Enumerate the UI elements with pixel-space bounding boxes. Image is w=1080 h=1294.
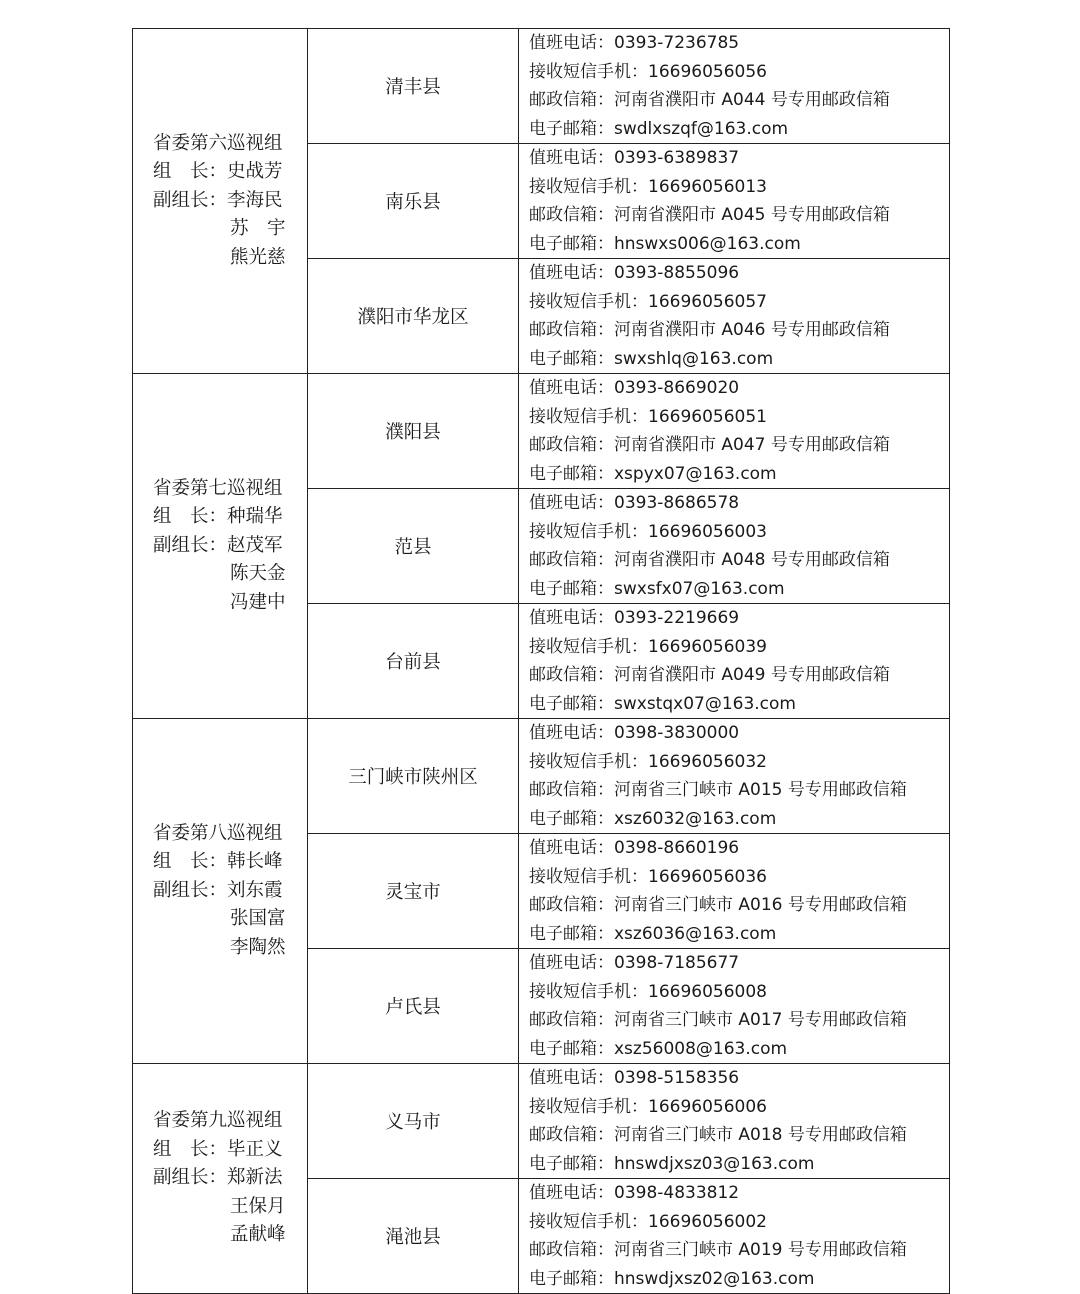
sms-phone: 接收短信手机：16696056057 <box>529 291 767 312</box>
inspection-contact-table <box>132 28 950 1294</box>
group-deputy-leader: 李陶然 <box>230 936 286 958</box>
table-row <box>133 719 950 834</box>
sms-phone: 接收短信手机：16696056051 <box>529 406 767 427</box>
email-address: 电子邮箱：swxshlq@163.com <box>529 348 774 369</box>
duty-phone: 值班电话：0398-8660196 <box>529 838 740 858</box>
email-address: 电子邮箱：hnswdjxsz02@163.com <box>529 1268 815 1289</box>
email-address: 电子邮箱：swdlxszqf@163.com <box>529 118 789 139</box>
group-deputy-leader: 冯建中 <box>230 591 286 613</box>
duty-phone: 值班电话：0398-3830000 <box>529 723 740 743</box>
group-name: 省委第六巡视组 <box>153 132 283 154</box>
email-address: 电子邮箱：swxstqx07@163.com <box>529 693 796 714</box>
inspection-group-cell <box>133 374 308 719</box>
group-leader: 组 长：史战芳 <box>153 161 283 183</box>
table-row <box>133 29 950 144</box>
contact-info-cell <box>519 834 950 949</box>
email-address: 电子邮箱：swxsfx07@163.com <box>529 578 785 599</box>
contact-info-cell <box>519 1179 950 1294</box>
postal-mailbox: 邮政信箱：河南省三门峡市 A017 号专用邮政信箱 <box>529 1010 907 1030</box>
email-address: 电子邮箱：xspyx07@163.com <box>529 463 777 484</box>
county-name: 渑池县 <box>308 1179 519 1294</box>
county-name: 台前县 <box>308 604 519 719</box>
duty-phone: 值班电话：0393-6389837 <box>529 148 740 168</box>
contact-info-cell <box>519 1064 950 1179</box>
duty-phone: 值班电话：0398-5158356 <box>529 1068 740 1088</box>
email-address: 电子邮箱：hnswxs006@163.com <box>529 233 801 254</box>
postal-mailbox: 邮政信箱：河南省三门峡市 A015 号专用邮政信箱 <box>529 780 907 800</box>
group-name: 省委第九巡视组 <box>153 1110 283 1132</box>
county-name: 范县 <box>308 489 519 604</box>
group-deputy-leader: 副组长：郑新法 <box>153 1167 283 1189</box>
county-name: 义马市 <box>308 1064 519 1179</box>
group-deputy-leader: 张国富 <box>230 908 286 930</box>
contact-info-cell <box>519 29 950 144</box>
contact-info-cell <box>519 719 950 834</box>
sms-phone: 接收短信手机：16696056002 <box>529 1211 767 1232</box>
sms-phone: 接收短信手机：16696056006 <box>529 1096 767 1117</box>
sms-phone: 接收短信手机：16696056032 <box>529 751 767 772</box>
duty-phone: 值班电话：0393-8669020 <box>529 378 740 398</box>
inspection-group-cell <box>133 29 308 374</box>
table-row <box>133 374 950 489</box>
postal-mailbox: 邮政信箱：河南省三门峡市 A018 号专用邮政信箱 <box>529 1125 907 1145</box>
group-deputy-leader: 副组长：李海民 <box>153 189 283 211</box>
group-leader: 组 长：韩长峰 <box>153 851 283 873</box>
postal-mailbox: 邮政信箱：河南省濮阳市 A049 号专用邮政信箱 <box>529 665 890 685</box>
group-name: 省委第八巡视组 <box>153 822 283 844</box>
postal-mailbox: 邮政信箱：河南省濮阳市 A044 号专用邮政信箱 <box>529 90 890 110</box>
postal-mailbox: 邮政信箱：河南省濮阳市 A048 号专用邮政信箱 <box>529 550 890 570</box>
sms-phone: 接收短信手机：16696056039 <box>529 636 767 657</box>
county-name: 濮阳县 <box>308 374 519 489</box>
postal-mailbox: 邮政信箱：河南省三门峡市 A019 号专用邮政信箱 <box>529 1240 907 1260</box>
duty-phone: 值班电话：0393-7236785 <box>529 33 740 53</box>
county-name: 清丰县 <box>308 29 519 144</box>
email-address: 电子邮箱：xsz6036@163.com <box>529 923 777 944</box>
county-name: 灵宝市 <box>308 834 519 949</box>
group-deputy-leader: 副组长：刘东霞 <box>153 879 283 901</box>
duty-phone: 值班电话：0393-2219669 <box>529 608 740 628</box>
sms-phone: 接收短信手机：16696056036 <box>529 866 767 887</box>
inspection-group-cell <box>133 719 308 1064</box>
contact-info-cell <box>519 144 950 259</box>
contact-info-cell <box>519 374 950 489</box>
group-leader: 组 长：毕正义 <box>153 1138 283 1160</box>
sms-phone: 接收短信手机：16696056008 <box>529 981 767 1002</box>
group-deputy-leader: 苏 宇 <box>230 218 286 240</box>
table-row <box>133 1064 950 1179</box>
sms-phone: 接收短信手机：16696056003 <box>529 521 767 542</box>
group-deputy-leader: 王保月 <box>230 1195 286 1217</box>
contact-info-cell <box>519 259 950 374</box>
county-name: 南乐县 <box>308 144 519 259</box>
group-deputy-leader: 孟献峰 <box>230 1224 286 1246</box>
county-name: 三门峡市陕州区 <box>308 719 519 834</box>
duty-phone: 值班电话：0398-4833812 <box>529 1183 740 1203</box>
group-name: 省委第七巡视组 <box>153 477 283 499</box>
postal-mailbox: 邮政信箱：河南省三门峡市 A016 号专用邮政信箱 <box>529 895 907 915</box>
group-deputy-leader: 副组长：赵茂军 <box>153 534 283 556</box>
email-address: 电子邮箱：xsz56008@163.com <box>529 1038 788 1059</box>
group-deputy-leader: 熊光慈 <box>230 246 286 268</box>
table-body <box>133 29 950 1294</box>
contact-info-cell <box>519 489 950 604</box>
duty-phone: 值班电话：0393-8686578 <box>529 493 740 513</box>
inspection-group-cell <box>133 1064 308 1294</box>
contact-info-cell <box>519 604 950 719</box>
group-leader: 组 长：种瑞华 <box>153 506 283 528</box>
sms-phone: 接收短信手机：16696056013 <box>529 176 767 197</box>
duty-phone: 值班电话：0393-8855096 <box>529 263 740 283</box>
county-name: 卢氏县 <box>308 949 519 1064</box>
postal-mailbox: 邮政信箱：河南省濮阳市 A045 号专用邮政信箱 <box>529 205 890 225</box>
contact-info-cell <box>519 949 950 1064</box>
postal-mailbox: 邮政信箱：河南省濮阳市 A046 号专用邮政信箱 <box>529 320 890 340</box>
duty-phone: 值班电话：0398-7185677 <box>529 953 740 973</box>
county-name: 濮阳市华龙区 <box>308 259 519 374</box>
email-address: 电子邮箱：hnswdjxsz03@163.com <box>529 1153 815 1174</box>
sms-phone: 接收短信手机：16696056056 <box>529 61 767 82</box>
group-deputy-leader: 陈天金 <box>230 563 286 585</box>
postal-mailbox: 邮政信箱：河南省濮阳市 A047 号专用邮政信箱 <box>529 435 890 455</box>
email-address: 电子邮箱：xsz6032@163.com <box>529 808 777 829</box>
